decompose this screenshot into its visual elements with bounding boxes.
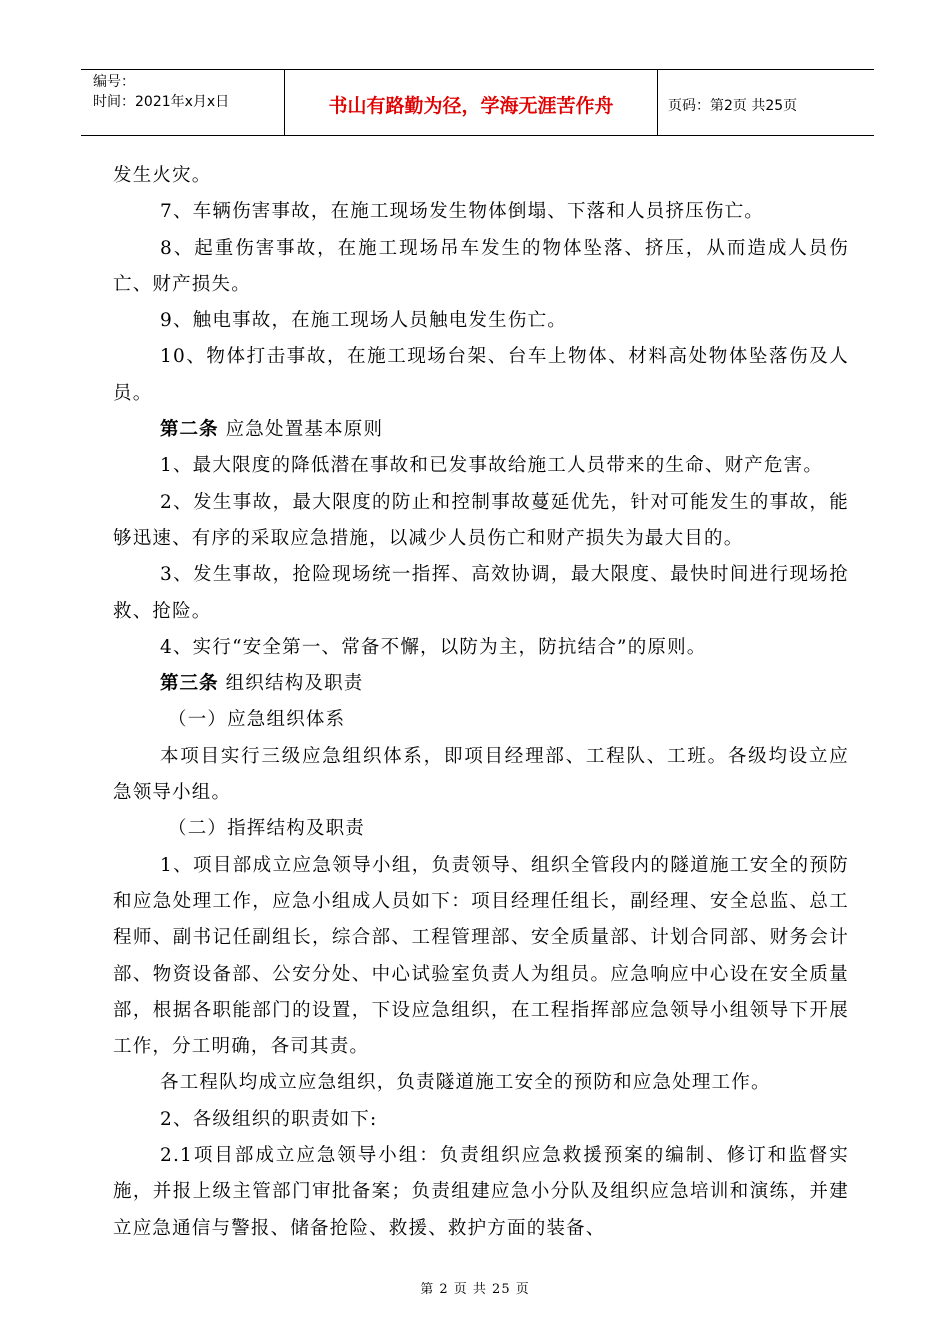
paragraph: 3、发生事故，抢险现场统一指挥、高效协调，最大限度、最快时间进行现场抢救、抢险。 (113, 564, 849, 622)
paragraph: 1、项目部成立应急领导小组，负责领导、组织全管段内的隧道施工安全的预防和应急处理工作，应急小组成人员如下：项目经理任组长，副经理、安全总监、总工程师、副书记任副组长，综合部、工程管理部、安全质量部、计划合同部、财务会计部、物资设备部、公安分处、中心试验室负责人为组员。应急响应中心设在安全质量部，根据各职能部门的设置，下设应急组织，在工程指挥部应急领导小组领导下开展工作，分工明确，各司其责。 (113, 854, 849, 1058)
paragraph: 2.1项目部成立应急领导小组：负责组织应急救援预案的编制、修订和监督实施，并报上级主管部门审批备案；负责组建应急小分队及组织应急培训和演练，并建立应急通信与警报、储备抢险、救援、救护方面的装备、 (113, 1145, 849, 1239)
paragraph: 9、触电事故，在施工现场人员触电发生伤亡。 (160, 310, 567, 332)
article-title: 组织结构及职责 (218, 673, 364, 695)
paragraph: 2、发生事故，最大限度的防止和控制事故蔓延优先，针对可能发生的事故，能够迅速、有序的采取应急措施，以减少人员伤亡和财产损失为最大目的。 (113, 491, 849, 549)
article-label: 第三条 (160, 673, 219, 695)
paragraph: 发生火灾。 (113, 165, 212, 186)
header-table (81, 69, 874, 136)
article-label: 第二条 (160, 419, 219, 441)
header-motto: 书山有路勤为径，学海无涯苦作舟 (285, 70, 658, 135)
time-label: 时间：2021年x月x日 (93, 94, 230, 110)
paragraph: 7、车辆伤害事故，在施工现场发生物体倒塌、下落和人员挤压伤亡。 (160, 201, 764, 223)
header-meta (81, 70, 285, 135)
page-footer: 第 2 页 共 25 页 (420, 1282, 530, 1297)
paragraph: 2、各级组织的职责如下: (160, 1108, 378, 1130)
paragraph: 10、物体打击事故，在施工现场台架、台车上物体、材料高处物体坠落伤及人员。 (113, 346, 849, 404)
paragraph: 8、起重伤害事故，在施工现场吊车发生的物体坠落、挤压，从而造成人员伤亡、财产损失。 (113, 237, 849, 295)
section-heading: （二）指挥结构及职责 (168, 818, 366, 840)
section-heading: （一）应急组织体系 (168, 709, 346, 731)
article-heading (113, 666, 849, 702)
article-title: 应急处置基本原则 (218, 419, 384, 441)
number-label: 编号： (93, 74, 135, 90)
paragraph: 4、实行“安全第一、常备不懈，以防为主，防抗结合”的原则。 (160, 636, 707, 658)
document-body (113, 158, 849, 1247)
header-page-info: 页码：第2页 共25页 (668, 97, 798, 114)
paragraph: 本项目实行三级应急组织体系，即项目经理部、工程队、工班。各级均设立应急领导小组。 (113, 745, 849, 804)
article-heading (113, 412, 849, 448)
paragraph: 各工程队均成立应急组织，负责隧道施工安全的预防和应急处理工作。 (160, 1072, 771, 1094)
paragraph: 1、最大限度的降低潜在事故和已发事故给施工人员带来的生命、财产危害。 (160, 455, 824, 477)
